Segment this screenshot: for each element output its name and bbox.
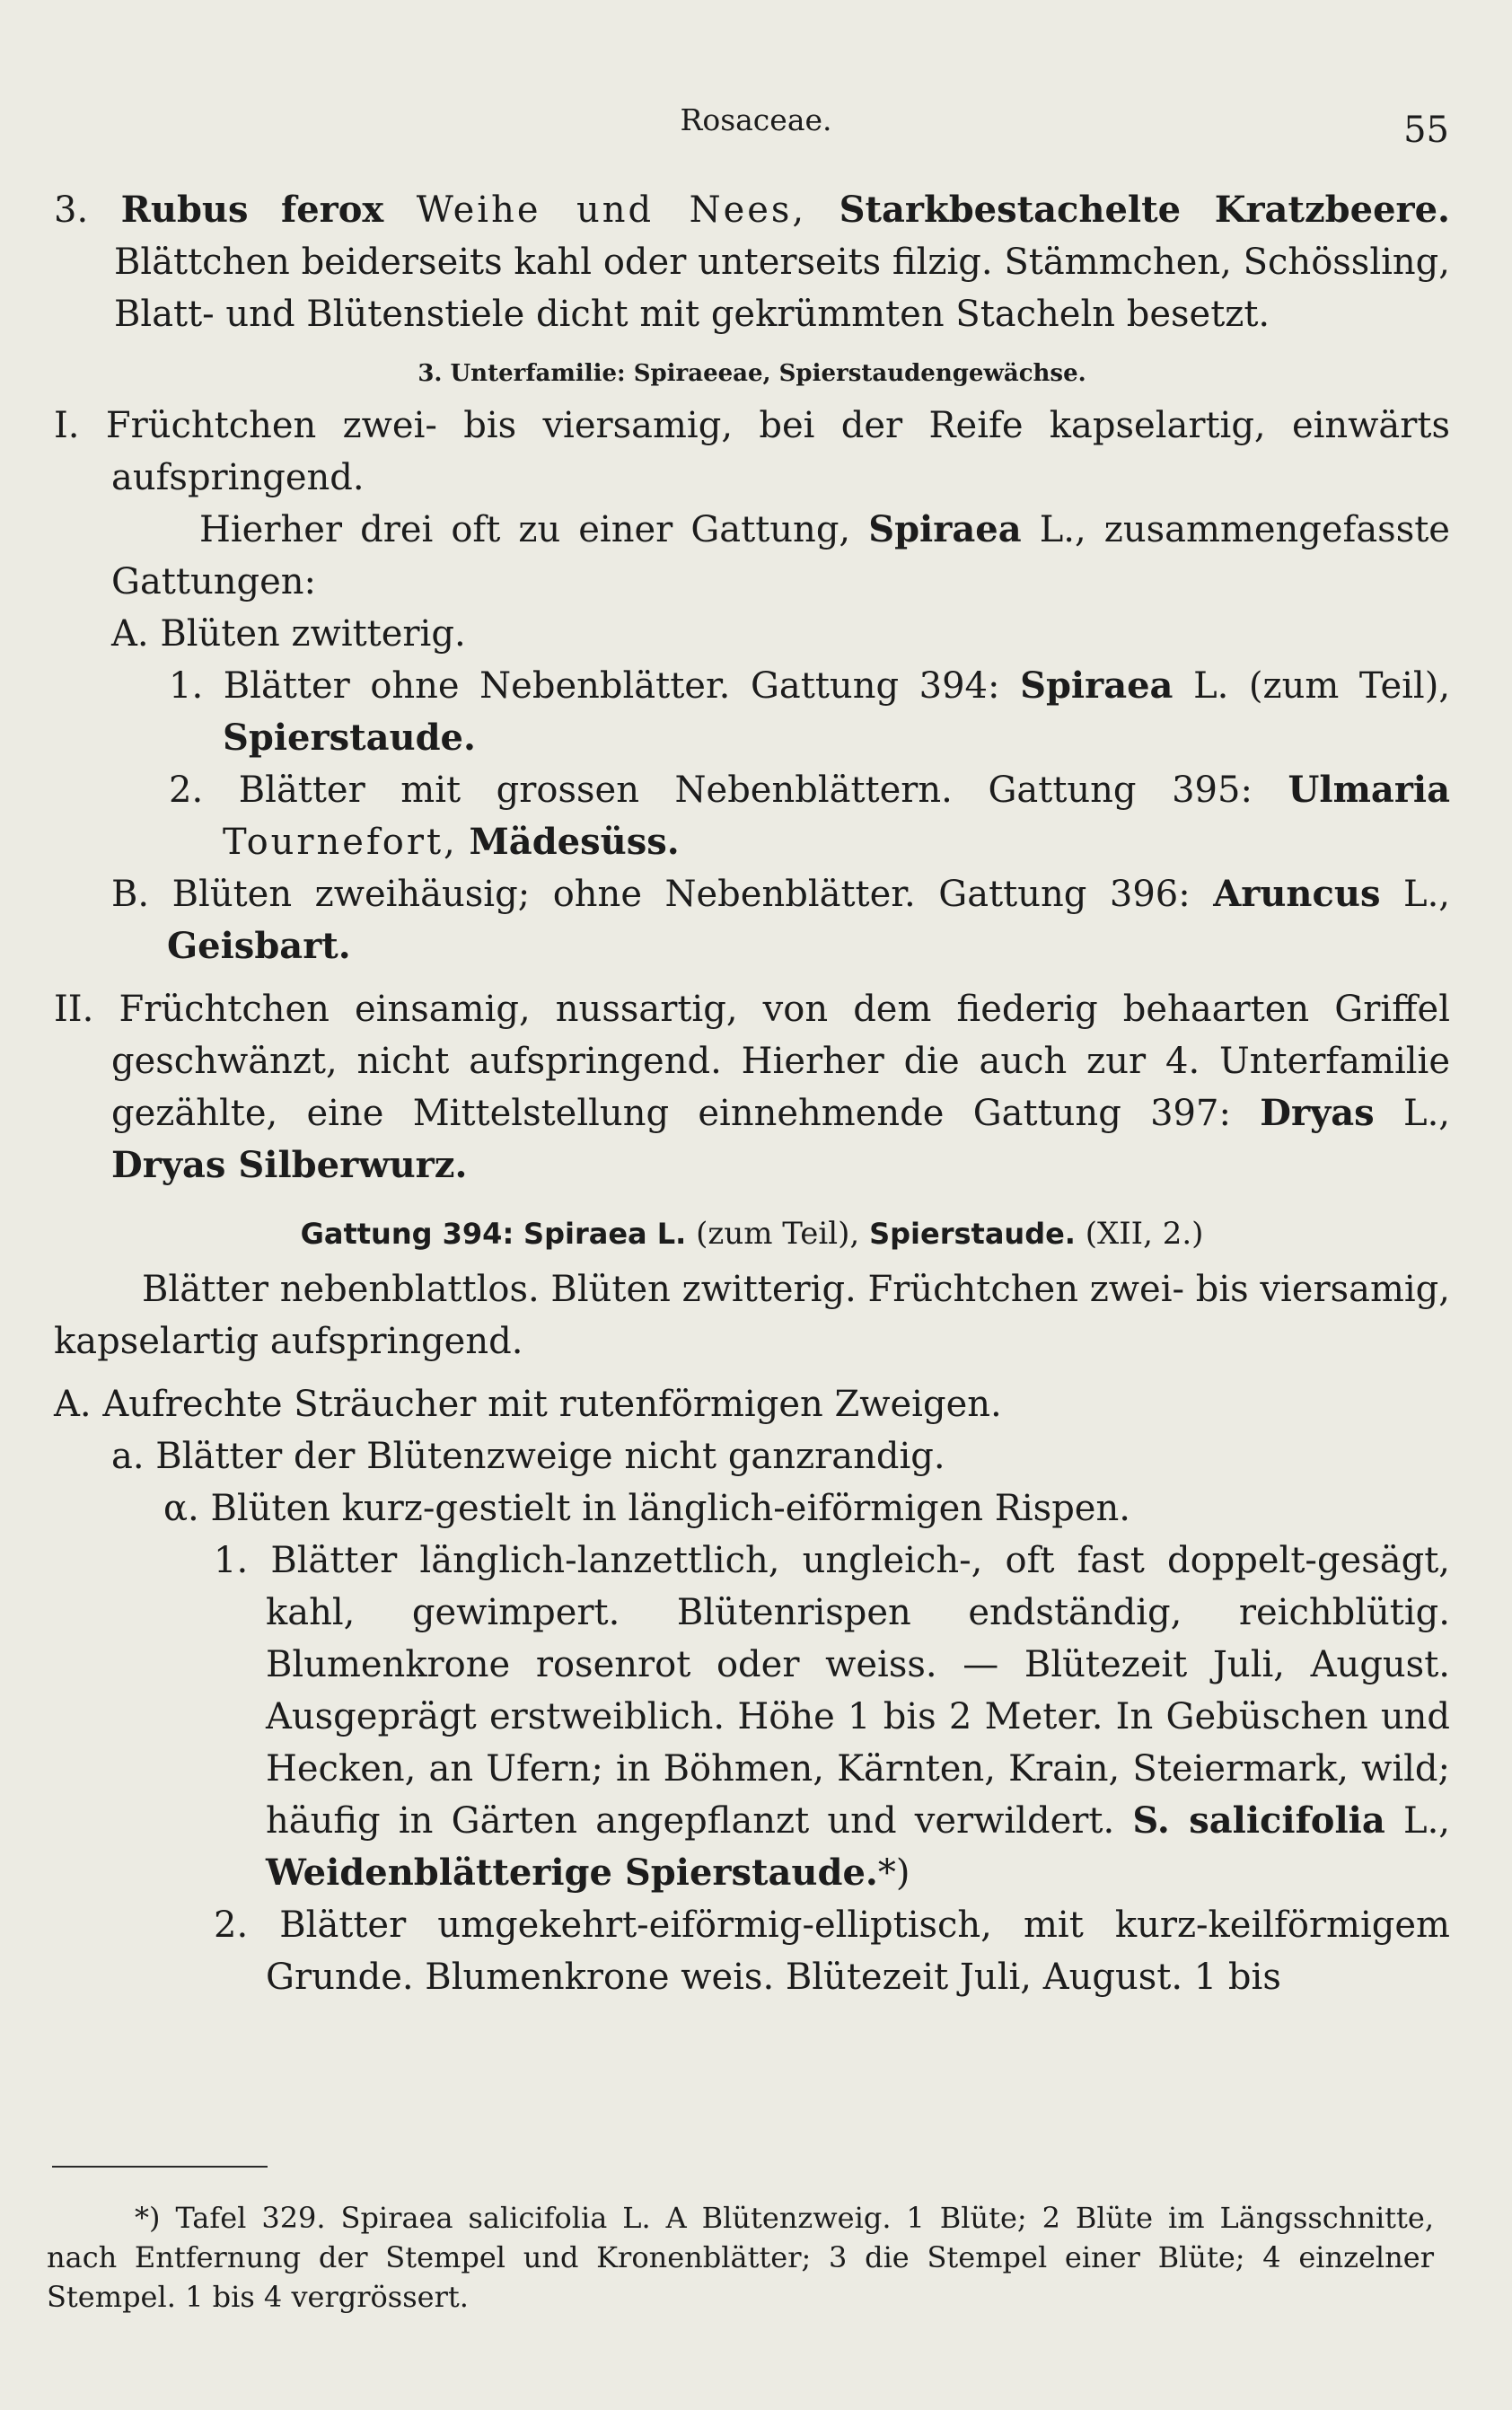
entry-description: Blättchen beiderseits kahl oder unterseits filzig. Stämmchen, Schössling, Blatt- und Blütenstiele dicht mit gekrümmten Stacheln besetzt. <box>114 242 1450 335</box>
key-item-2-author: Tournefort, <box>223 822 458 863</box>
key-item-2-genus: Ulmaria <box>1288 769 1451 811</box>
key-a-upper-text: Aufrechte Sträucher mit rutenförmigen Zweigen. <box>102 1384 1002 1425</box>
key-item-1-genus: Spiraea <box>1020 664 1174 707</box>
footnote <box>47 2198 1434 2317</box>
key-item-1-common: Spierstaude. <box>223 717 476 759</box>
key-item-b-text: Blüten zweihäusig; ohne Nebenblätter. Gattung 396: <box>171 874 1191 915</box>
species-1-common: Weidenblätterige Spierstaude. <box>266 1851 878 1894</box>
genus-heading-genus: Spiraea L. <box>523 1217 687 1251</box>
key-a-lower-text: Blätter der Blütenzweige nicht ganzrandig. <box>155 1436 945 1477</box>
key-item-2-common: Mädesüss. <box>469 821 680 863</box>
subfamily-heading: 3. Unterfamilie: Spiraeeae, Spierstaudengewächse. <box>418 360 1086 387</box>
section-ii-number: II. <box>54 989 94 1030</box>
genus-heading-common: Spierstaude. <box>869 1217 1076 1251</box>
section-ii-common: Dryas Silberwurz. <box>111 1144 468 1186</box>
species-2 <box>54 1899 1450 2003</box>
species-1-text: Blätter länglich-lanzettlich, ungleich-, oft fast doppelt-gesägt, kahl, gewimpert. Blütenrispen endständig, reichblütig. Blumenkrone rosenrot oder weiss. — Blütezeit Juli, August. Ausgeprägt erstweiblich. Höhe 1 bis 2 Meter. In Gebüschen und Hecken, an Ufern; in Böhmen, Kärnten, Krain, Steiermark, wild; häufig in Gärten angepflanzt und verwildert. <box>266 1540 1450 1842</box>
key-item-a-text: Blüten zwitterig. <box>160 613 466 655</box>
key-item-a-label: A. <box>111 613 149 655</box>
section-ii-rest: L., <box>1403 1093 1451 1134</box>
key-item-a <box>54 608 1450 660</box>
genus-heading-label: Gattung 394: <box>300 1217 514 1251</box>
genus-description <box>54 1263 1450 1368</box>
key-item-b-genus: Aruncus <box>1213 873 1381 915</box>
key-a-upper <box>54 1378 1450 1430</box>
section-i-number: I. <box>54 405 80 446</box>
page-body <box>54 184 1450 2003</box>
key-alpha <box>54 1482 1450 1535</box>
running-head: Rosaceae. <box>680 102 832 137</box>
species-1-label: 1. <box>214 1540 249 1581</box>
key-item-b-label: B. <box>111 874 150 915</box>
key-item-1-text: Blätter ohne Nebenblätter. Gattung 394: <box>223 665 1000 707</box>
genus-heading-mid: (zum Teil), <box>696 1216 860 1252</box>
entry-rubus-ferox <box>54 184 1450 340</box>
genus-description-text: Blätter nebenblattlos. Blüten zwitterig. Früchtchen zwei- bis viersamig, kapselartig aufspringend. <box>54 1269 1450 1362</box>
genus-heading-class: (XII, 2.) <box>1085 1216 1204 1252</box>
entry-species: ferox <box>281 189 384 231</box>
key-a-lower <box>54 1430 1450 1482</box>
key-a-upper-label: A. <box>54 1384 92 1425</box>
footnote-mark: *) <box>135 2201 161 2235</box>
species-1-footnote-mark: *) <box>877 1852 910 1894</box>
section-i-paragraph <box>54 504 1450 608</box>
key-a-lower-label: a. <box>111 1436 145 1477</box>
key-item-1-rest: L. (zum Teil), <box>1193 665 1451 707</box>
genus-heading <box>54 1204 1450 1263</box>
section-ii-genus: Dryas <box>1260 1092 1375 1134</box>
section-i <box>54 400 1450 504</box>
key-item-1 <box>54 660 1450 764</box>
footnote-text: Tafel 329. Spiraea salicifolia L. A Blütenzweig. 1 Blüte; 2 Blüte im Längsschnitte, nach Entfernung der Stempel und Kronenblätter; 3 die Stempel einer Blüte; 4 einzelner Stempel. 1 bis 4 vergrössert. <box>47 2201 1435 2314</box>
key-alpha-label: α. <box>163 1488 199 1529</box>
key-item-1-label: 1. <box>169 665 204 707</box>
section-i-para-genus: Spiraea <box>868 508 1022 550</box>
species-2-label: 2. <box>214 1904 249 1946</box>
key-item-b <box>54 868 1450 972</box>
entry-authors: Weihe und Nees, <box>416 189 807 231</box>
species-2-text: Blätter umgekehrt-eiförmig-elliptisch, mit kurz-keilförmigem Grunde. Blumenkrone weis. Blütezeit Juli, August. 1 bis <box>266 1904 1450 1998</box>
section-i-text: Früchtchen zwei- bis viersamig, bei der Reife kapselartig, einwärts aufspringend. <box>105 405 1450 498</box>
species-1 <box>54 1535 1450 1899</box>
key-item-b-rest: L., <box>1403 874 1450 915</box>
species-1-name: S. salicifolia <box>1132 1799 1385 1842</box>
key-alpha-text: Blüten kurz-gestielt in länglich-eiförmigen Rispen. <box>210 1488 1130 1529</box>
footnote-rule <box>52 2166 268 2168</box>
page-number: 55 <box>1403 110 1449 151</box>
key-item-b-common: Geisbart. <box>167 925 351 967</box>
section-ii-text: Früchtchen einsamig, nussartig, von dem fiederig behaarten Griffel geschwänzt, nicht aufspringend. Hierher die auch zur 4. Unterfamilie gezählte, eine Mittelstellung einnehmende Gattung 397: <box>111 989 1451 1134</box>
entry-genus: Rubus <box>120 189 249 231</box>
key-item-2-text: Blätter mit grossen Nebenblättern. Gattung 395: <box>238 770 1253 811</box>
entry-common-name: Starkbestachelte Kratzbeere. <box>839 189 1450 231</box>
section-ii <box>54 983 1450 1192</box>
key-item-2 <box>54 764 1450 868</box>
section-i-para-b: L., zusammengefasste Gattungen: <box>111 509 1450 602</box>
entry-number: 3. <box>54 189 89 231</box>
page-header <box>0 97 1512 151</box>
section-i-para-a: Hierher drei oft zu einer Gattung, <box>199 509 851 550</box>
key-item-2-label: 2. <box>169 770 204 811</box>
species-1-rest: L., <box>1403 1800 1450 1842</box>
